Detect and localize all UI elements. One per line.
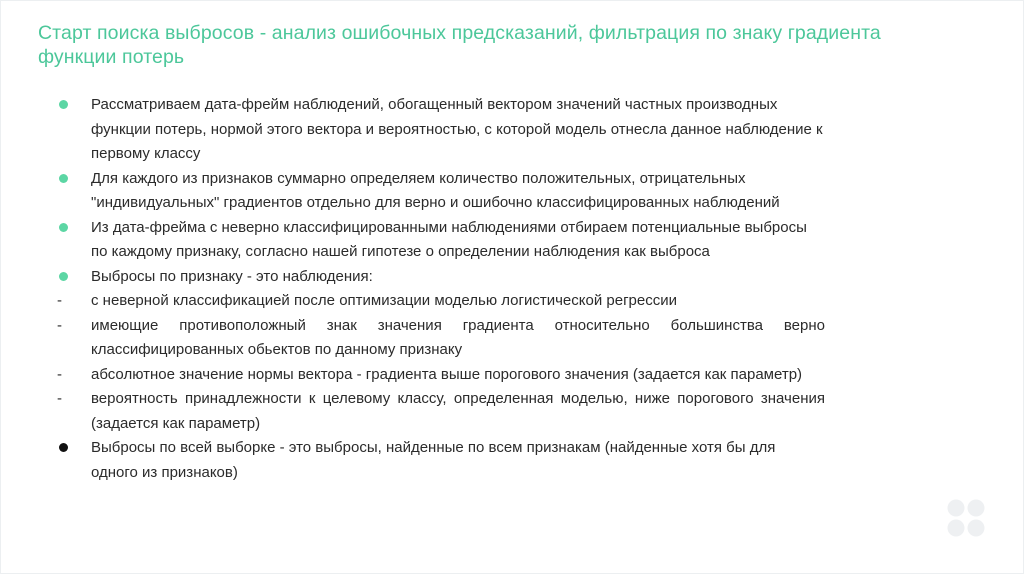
list-item-text: с неверной классификацией после оптимизации моделью логистической регрессии	[91, 292, 677, 309]
bullet-marker	[57, 167, 77, 192]
dash-marker: -	[57, 316, 62, 334]
list-item-text: Для каждого из признаков суммарно определяем количество положительных, отрицательных "индивидуальных" градиентов отдельно для верно и ошибочно классифицированных наблюдений	[91, 169, 780, 211]
list-item	[1, 93, 1024, 167]
green-dot-icon	[59, 174, 68, 183]
slide-title: Старт поиска выбросов - анализ ошибочных предсказаний, фильтрация по знаку градиента функции потерь	[38, 22, 881, 68]
list-item	[1, 167, 1024, 216]
list-item-text: Выбросы по признаку - это наблюдения:	[91, 267, 373, 285]
dash-marker: -	[57, 365, 62, 383]
list-item-text: имеющие противоположный знак значения градиента относительно большинства верно классифицированных обьектов по данному признаку	[91, 316, 825, 358]
list-item-text: Из дата-фрейма с неверно классифицированными наблюдениями отбираем потенциальные выбросы по каждому признаку, согласно нашей гипотезе о определении наблюдения как выброса	[91, 218, 807, 260]
green-dot-icon	[59, 223, 68, 232]
bullet-marker	[57, 93, 77, 118]
list-item-text: Рассматриваем дата-фрейм наблюдений, обогащенный вектором значений частных производных функции потерь, нормой этого вектора и вероятностью, с которой модель отнесла данное наблюдение к первому классу	[91, 96, 823, 162]
list-item	[1, 265, 1024, 290]
list-item	[1, 436, 1024, 485]
list-item	[1, 289, 1024, 314]
list-item	[1, 387, 1024, 436]
bullet-marker	[57, 436, 77, 461]
list-item	[1, 314, 1024, 363]
dash-marker: -	[57, 292, 62, 309]
list-item	[1, 363, 1024, 388]
black-dot-icon	[59, 443, 68, 452]
list-item	[1, 216, 1024, 265]
bullet-marker	[57, 216, 77, 241]
list-item-text: Выбросы по всей выборке - это выбросы, найденные по всем признакам (найденные хотя бы для одного из признаков)	[91, 439, 776, 481]
bullet-list	[1, 93, 1024, 485]
bullet-marker	[57, 314, 77, 339]
bullet-marker	[57, 289, 77, 314]
dash-marker: -	[57, 390, 62, 407]
list-item-text: абсолютное значение нормы вектора - градиента выше порогового значения (задается как параметр)	[91, 365, 803, 383]
green-dot-icon	[59, 100, 68, 109]
list-item-text: вероятность принадлежности к целевому классу, определенная моделью, ниже порогового значения (задается как параметр)	[91, 390, 825, 432]
green-dot-icon	[59, 272, 68, 281]
bullet-marker	[57, 363, 77, 388]
four-circles-logo-icon	[946, 498, 986, 538]
bullet-marker	[57, 387, 77, 412]
bullet-marker	[57, 265, 77, 290]
